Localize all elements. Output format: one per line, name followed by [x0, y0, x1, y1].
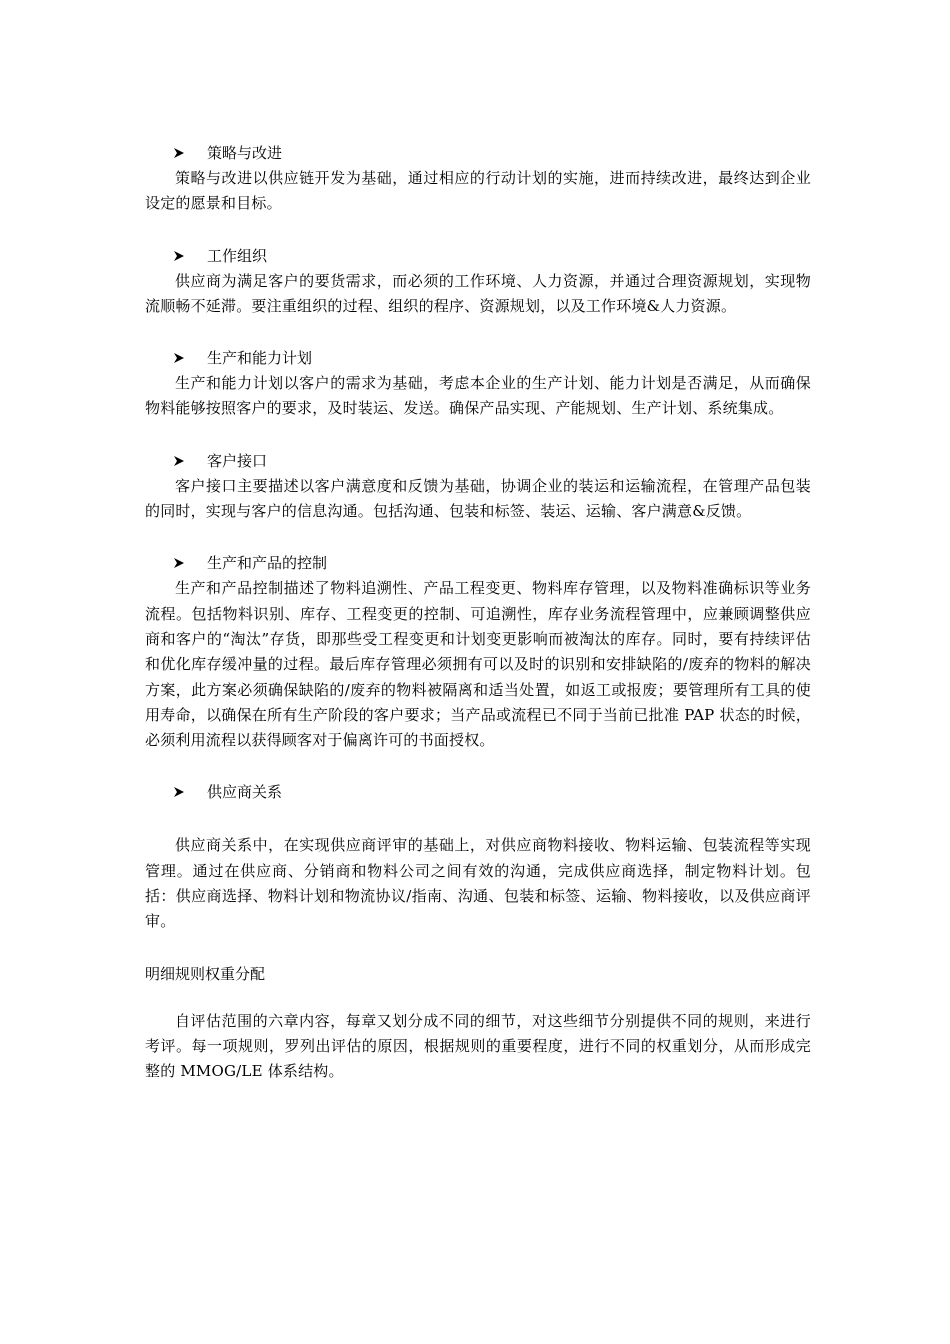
section-heading-strategy [173, 140, 811, 166]
arrowhead-bullet-icon [173, 352, 185, 364]
section-body-capacity-planning: 生产和能力计划以客户的需求为基础，考虑本企业的生产计划、能力计划是否满足，从而确保物料能够按照客户的要求，及时装运、发送。确保产品实现、产能规划、生产计划、系统集成。 [145, 374, 811, 418]
arrowhead-bullet-icon [173, 455, 185, 467]
section-title: 生产和产品的控制 [207, 554, 328, 573]
section-body-customer-interface: 客户接口主要描述以客户满意度和反馈为基础，协调企业的装运和运输流程，在管理产品包装的同时，实现与客户的信息沟通。包括沟通、包装和标签、装运、运输、客户满意&反馈。 [145, 476, 811, 521]
section-body-work-organization: 供应商为满足客户的要货需求，而必须的工作环境、人力资源，并通过合理资源规划，实现物流顺畅不延滞。要注重组织的过程、组织的程序、资源规划，以及工作环境&人力资源。 [145, 271, 811, 315]
arrowhead-bullet-icon [173, 147, 185, 159]
arrowhead-bullet-icon [173, 557, 185, 569]
section-title: 策略与改进 [207, 144, 283, 162]
document-page [145, 140, 811, 1085]
arrowhead-bullet-icon [173, 250, 185, 262]
section-heading-supplier-relations [173, 779, 811, 805]
section-title: 客户接口 [207, 451, 268, 470]
section-heading-customer-interface [173, 448, 811, 474]
section-body-product-control: 生产和产品控制描述了物料追溯性、产品工程变更、物料库存管理，以及物料准确标识等业务流程。包括物料识别、库存、工程变更的控制、可追溯性，库存业务流程管理中，应兼顾调整供应商和客户的“淘汰”存货，即那些受工程变更和计划变更影响而被淘汰的库存。同时，要有持续评估和优化库存缓冲量的过程。最后库存管理必须拥有可以及时的识别和安排缺陷的/废弃的物料的解决方案，此方案必须确保缺陷的/废弃的物料被隔离和适当处置，如返工或报废；要管理所有工具的使用寿命，以确保在所有生产阶段的客户要求；当产品或流程已不同于当前已批准 PAP 状态的时候，必须利用流程以获得顾客对于偏离许可的书面授权。 [145, 579, 811, 750]
section-title: 生产和能力计划 [207, 349, 313, 368]
section-body-strategy: 策略与改进以供应链开发为基础，通过相应的行动计划的实施，进而持续改进，最终达到企业设定的愿景和目标。 [145, 169, 811, 213]
weighting-body: 自评估范围的六章内容，每章又划分成不同的细节，对这些细节分别提供不同的规则，来进行考评。每一项规则，罗列出评估的原因，根据规则的重要程度，进行不同的权重划分，从而形成完整的 MMOG/LE 体系结构。 [145, 1011, 811, 1081]
section-title: 工作组织 [207, 246, 268, 265]
section-heading-capacity-planning [173, 345, 811, 371]
section-heading-work-organization [173, 243, 811, 269]
weighting-heading: 明细规则权重分配 [145, 964, 266, 983]
arrowhead-bullet-icon [173, 786, 185, 798]
section-heading-product-control [173, 550, 811, 576]
section-title: 供应商关系 [207, 783, 283, 802]
section-body-supplier-relations: 供应商关系中，在实现供应商评审的基础上，对供应商物料接收、物料运输、包装流程等实现管理。通过在供应商、分销商和物料公司之间有效的沟通，完成供应商选择，制定物料计划。包括：供应商选择、物料计划和物流协议/指南、沟通、包装和标签、运输、物料接收，以及供应商评审。 [145, 836, 811, 931]
